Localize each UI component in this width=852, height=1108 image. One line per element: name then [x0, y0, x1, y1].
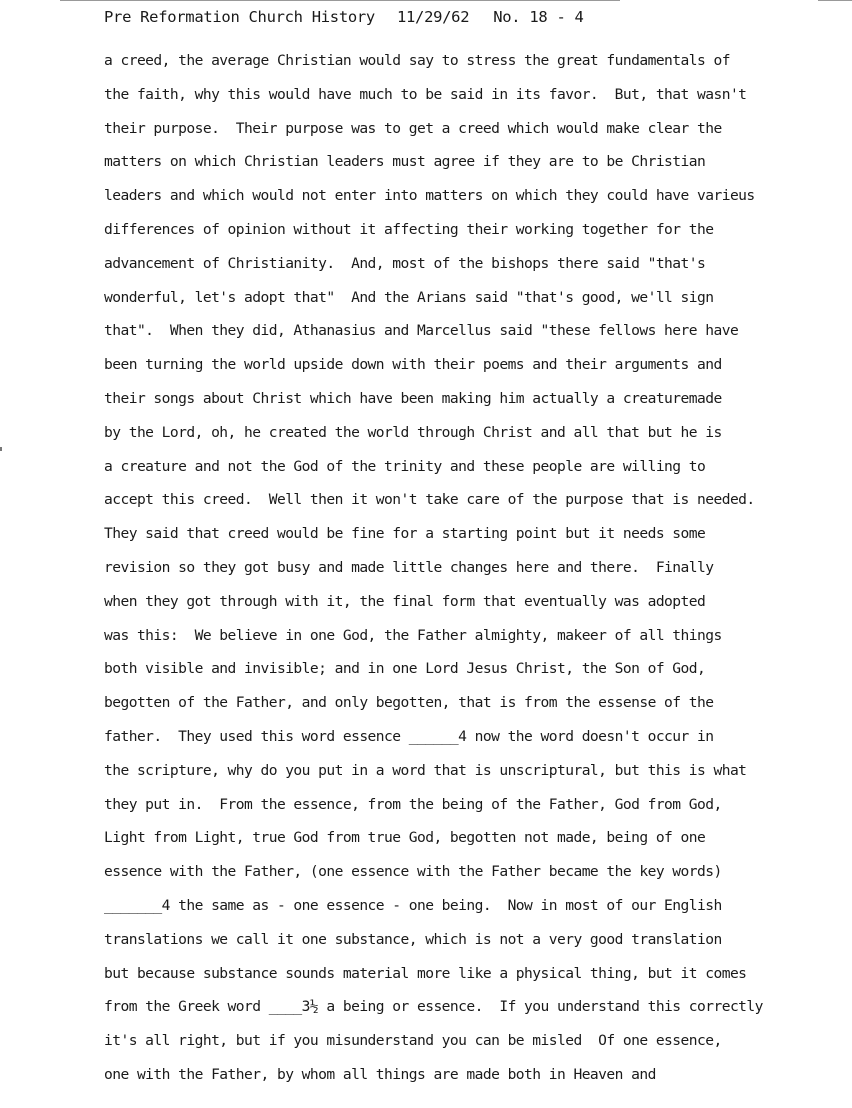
- text-line: wonderful, let's adopt that" And the Arians said "that's good, we'll sign: [104, 288, 714, 306]
- text-line: by the Lord, oh, he created the world through Christ and all that but he is: [104, 423, 722, 441]
- text-line: but because substance sounds material more like a physical thing, but it comes: [104, 964, 747, 982]
- text-line: revision so they got busy and made little changes here and there. Finally: [104, 558, 714, 576]
- text-line: They said that creed would be fine for a starting point but it needs some: [104, 525, 706, 543]
- text-line: their purpose. Their purpose was to get a creed which would make clear the: [104, 119, 722, 137]
- text-line: the scripture, why do you put in a word that is unscriptural, but this is what: [104, 761, 747, 779]
- text-line: they put in. From the essence, from the being of the Father, God from God,: [104, 795, 722, 813]
- top-edge-rule: [60, 0, 620, 1]
- text-line: matters on which Christian leaders must agree if they are to be Christian: [104, 153, 706, 171]
- text-line: leaders and which would not enter into matters on which they could have varieus: [104, 187, 755, 205]
- text-line: differences of opinion without it affecting their working together for the: [104, 220, 714, 238]
- text-line: Light from Light, true God from true God, begotten not made, being of one: [104, 829, 706, 847]
- text-line: a creed, the average Christian would say to stress the great fundamentals of: [104, 52, 730, 69]
- text-line: a creature and not the God of the trinity and these people are willing to: [104, 457, 706, 475]
- text-line: _______4 the same as - one essence - one being. Now in most of our English: [104, 896, 722, 914]
- text-line: both visible and invisible; and in one Lord Jesus Christ, the Son of God,: [104, 660, 706, 678]
- text-line: their songs about Christ which have been making him actually a creaturemade: [104, 389, 722, 407]
- body-text: [104, 51, 824, 1099]
- top-edge-rule-right: [818, 0, 852, 1]
- text-line: one with the Father, by whom all things are made both in Heaven and: [104, 1065, 656, 1083]
- text-line: from the Greek word ____3½ a being or essence. If you understand this correctly: [104, 998, 763, 1016]
- text-line: when they got through with it, the final form that eventually was adopted: [104, 592, 706, 610]
- text-line: translations we call it one substance, which is not a very good translation: [104, 930, 722, 948]
- text-line: been turning the world upside down with their poems and their arguments and: [104, 356, 722, 374]
- text-line: it's all right, but if you misunderstand you can be misled Of one essence,: [104, 1032, 722, 1050]
- page-header: [104, 8, 584, 26]
- text-line: was this: We believe in one God, the Father almighty, makeer of all things: [104, 626, 722, 644]
- page-number: No. 18 - 4: [493, 8, 584, 26]
- course-title: Pre Reformation Church History: [104, 8, 375, 26]
- text-line: advancement of Christianity. And, most of the bishops there said "that's: [104, 254, 706, 272]
- text-line: essence with the Father, (one essence with the Father became the key words): [104, 863, 722, 881]
- lecture-date: 11/29/62: [396, 8, 470, 26]
- text-line: accept this creed. Well then it won't take care of the purpose that is needed.: [104, 491, 755, 509]
- text-line: father. They used this word essence ______4 now the word doesn't occur in: [104, 727, 714, 745]
- scan-speck: [0, 447, 2, 451]
- text-line: that". When they did, Athanasius and Marcellus said "these fellows here have: [104, 322, 739, 340]
- text-line: begotten of the Father, and only begotten, that is from the essense of the: [104, 694, 714, 712]
- text-line: the faith, why this would have much to be said in its favor. But, that wasn't: [104, 85, 747, 103]
